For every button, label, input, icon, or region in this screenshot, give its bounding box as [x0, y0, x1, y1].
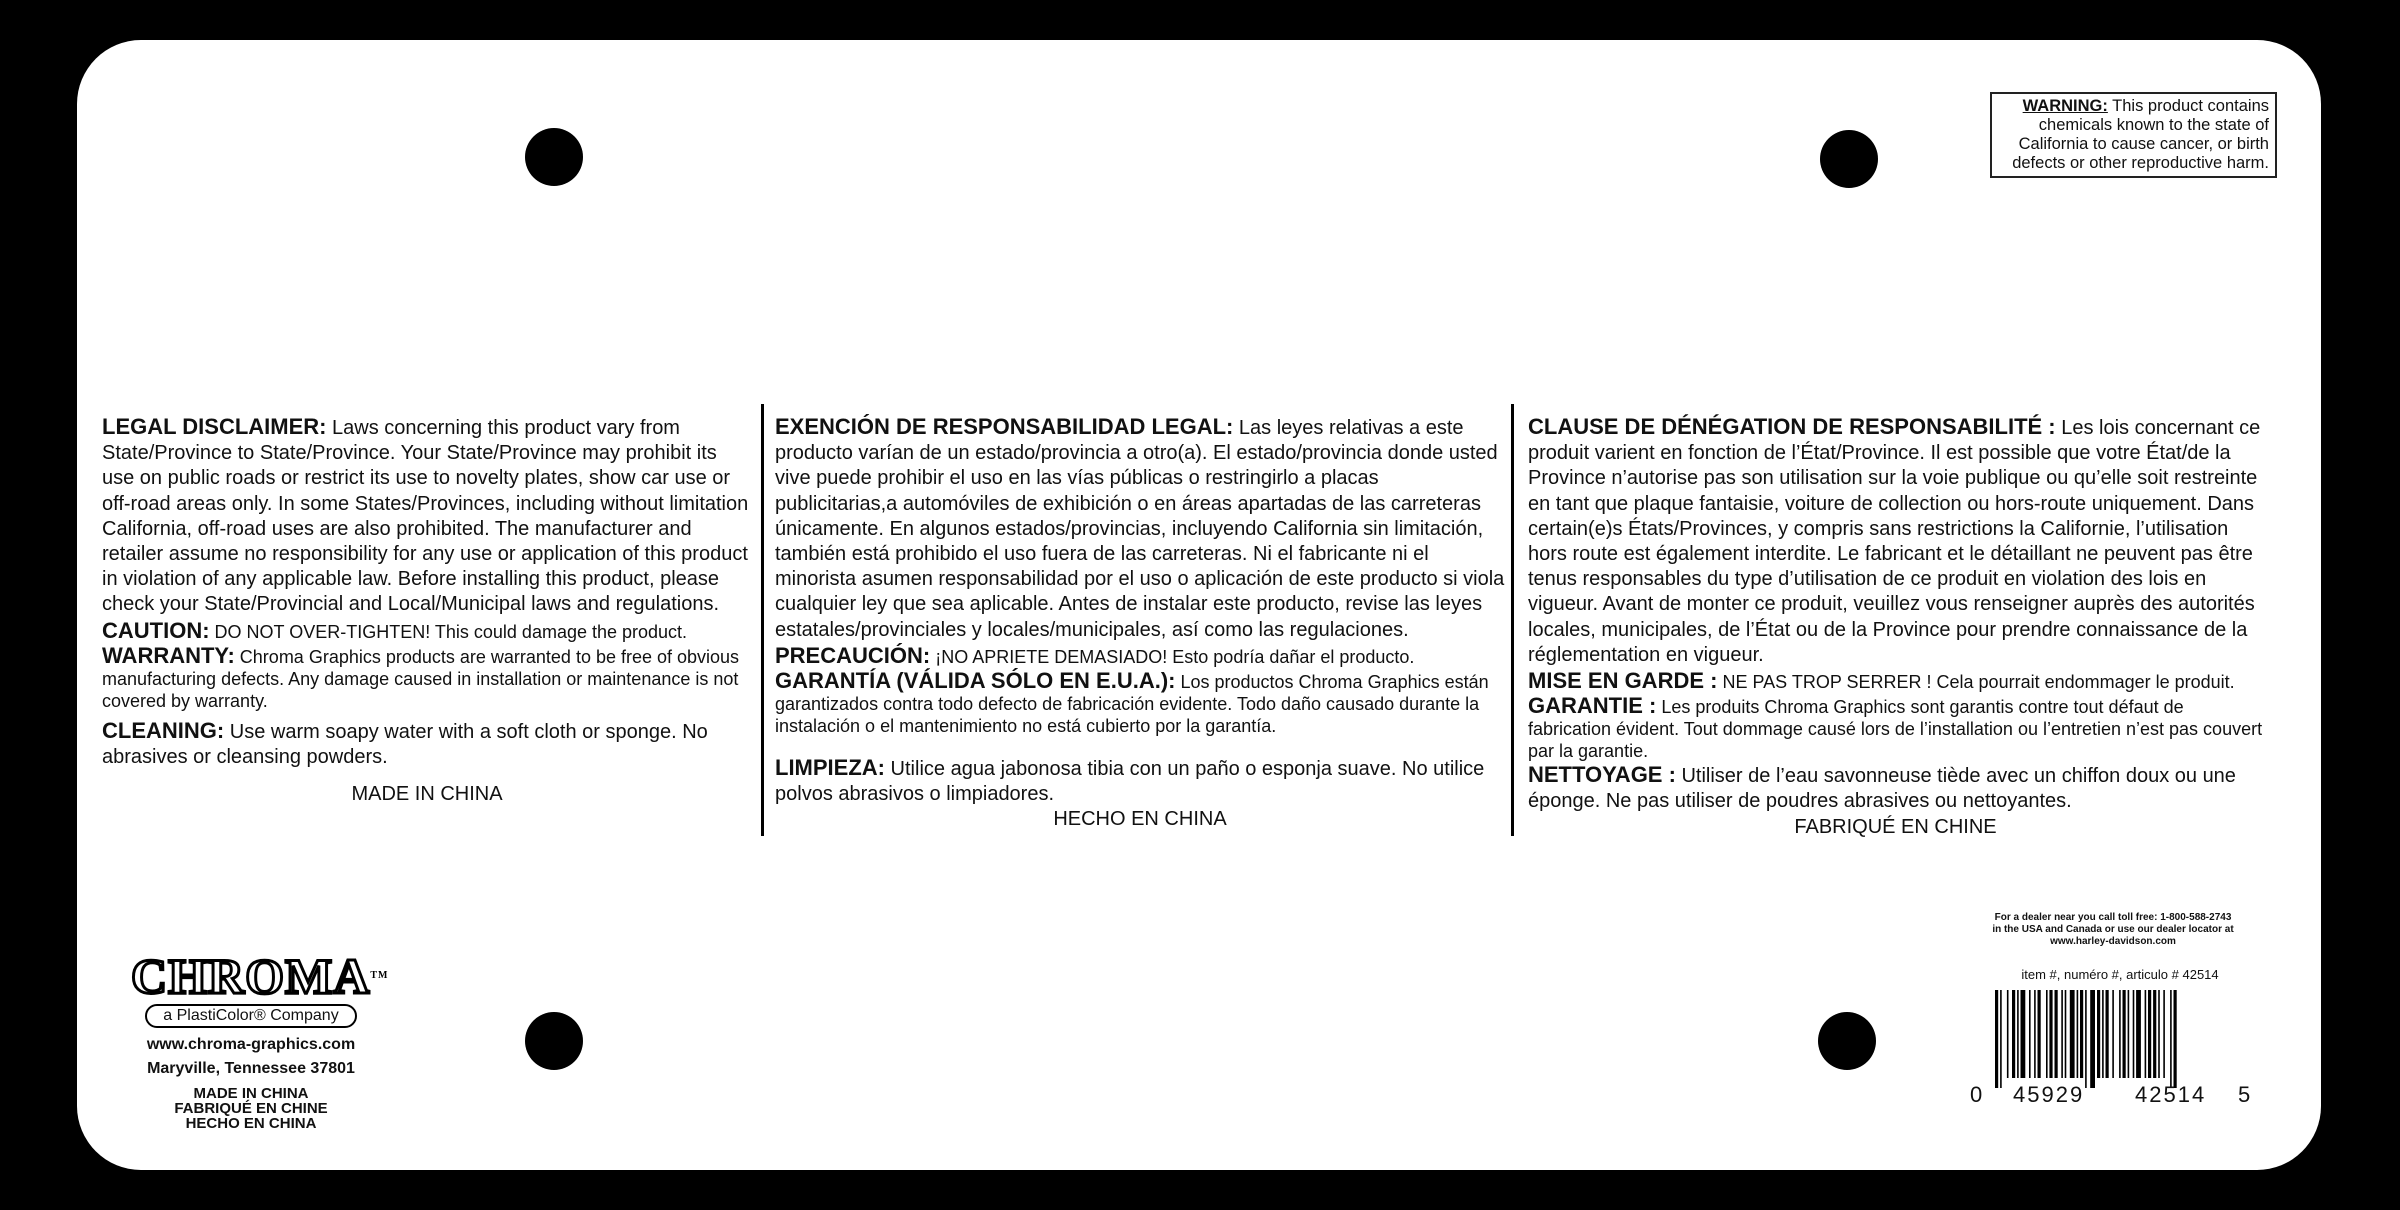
prop65-warning-box [1990, 92, 2277, 178]
barcode-bar [2090, 990, 2095, 1088]
barcode-bar [2021, 990, 2026, 1078]
legal-text: Laws concerning this product vary from State/Province to State/Province. Your State/Province may prohibit its use on public roads or restrict its use to novelty plates, show car use or off-road areas only. In some States/Provinces, including without limitation California, off-road uses are also prohibited. The manufacturer and retailer assume no responsibility for any use or application of this product in violation of any applicable law. Before installing this product, please check your State/Provincial and Local/Municipal laws and regulations. [102, 417, 749, 616]
warranty-heading: WARRANTY: [102, 642, 235, 668]
barcode-bar [2133, 990, 2135, 1078]
barcode-bar [2119, 990, 2121, 1078]
barcode-bar [2097, 990, 2100, 1078]
legal-heading: LEGAL DISCLAIMER: [102, 414, 327, 439]
barcode-bar [2106, 990, 2109, 1078]
barcode-bar [2123, 990, 2126, 1078]
legal-heading: CLAUSE DE DÉNÉGATION DE RESPONSABILITÉ : [1528, 414, 2056, 439]
mounting-hole-top-left [525, 128, 583, 186]
barcode-bar [2012, 990, 2015, 1078]
barcode-bar [2046, 990, 2048, 1078]
barcode-bar [2080, 990, 2083, 1078]
logo-tagline: a PlastiColor® Company [145, 1004, 357, 1028]
made-in-china-es: HECHO EN CHINA [185, 1115, 317, 1132]
warning-text: This product contains chemicals known to the state of California to cause cancer, or birth defects or other reproductive harm. [2012, 97, 2269, 172]
english-column [102, 414, 752, 807]
cleaning-text: Utiliser de l’eau savonneuse tiède avec un chiffon doux ou une éponge. Ne pas utiliser de poudres abrasives ou nettoyantes. [1528, 765, 2236, 813]
warranty-text: Chroma Graphics products are warranted to be free of obvious manufacturing defects. Any damage caused in installation or maintenance is not covered by warranty. [102, 646, 740, 711]
barcode-bar [1995, 990, 1998, 1088]
legal-text: Las leyes relativas a este producto varían de un estado/provincia a otro(a). El estado/provincia donde usted vive puede prohibir el uso en las vías públicas o restringirlo a placas publicitarias,a automóviles de exhibición o en áreas apartadas de las carreteras únicamente. En algunos estados/provincias, incluyendo California sin limitación, también está prohibido el uso fuera de las carreteras. Ni el fabricante ni el minorista asumen responsabilidad por el uso o aplicación de este producto si viola cualquier ley que sea aplicable. Antes de instalar este producto, revise las leyes estatales/provinciales y locales/municipales, así como las regulaciones. [775, 417, 1505, 641]
made-in-text: FABRIQUÉ EN CHINE [1794, 815, 1997, 838]
made-in-china-en: MADE IN CHINA [193, 1085, 309, 1102]
company-address: Maryville, Tennessee 37801 [147, 1060, 355, 1077]
barcode-bar [2085, 990, 2087, 1088]
barcode-bar [2128, 990, 2130, 1078]
spanish-column [775, 414, 1505, 833]
cleaning-heading: LIMPIEZA: [775, 755, 885, 781]
legal-text: Les lois concernant ce produit varient en fonction de l’État/Province. Il est possible que votre État/de la Province n’autorise pas son utilisation sur la voie publique ou qu’elle soit restreinte en tant que plaque fantaisie, voiture de collection ou hors-route uniquement. Dans certain(e)s États/Provinces, y compris sans restrictions la Californie, l’utilisation hors route est également interdite. Le fabricant et le détaillant ne peuvent pas être tenus responsables du type d’utilisation de ce produit en violation des lois en vigueur. Avant de monter ce produit, veuillez vous renseigner auprès des autorités locales, municipales, de l’État ou de la Province pour prendre connaissance de la réglementation en vigueur. [1528, 417, 2261, 666]
barcode-bar [2112, 990, 2114, 1078]
barcode-bar [2077, 990, 2079, 1078]
barcode [1993, 990, 2251, 1090]
barcode-bar [2136, 990, 2141, 1078]
warranty-text: Los productos Chroma Graphics están garantizados contra todo defecto de fabricación evidente. Todo daño causado durante la instalación o el mantenimiento no está cubierto por la garantía. [775, 672, 1489, 737]
caution-text: ¡NO APRIETE DEMASIADO! Esto podría dañar el producto. [930, 646, 1415, 667]
barcode-bar [2007, 990, 2009, 1078]
barcode-bar [2055, 990, 2058, 1078]
made-in-china-fr: FABRIQUÉ EN CHINE [174, 1100, 328, 1117]
company-url: www.chroma-graphics.com [146, 1036, 356, 1053]
dealer-line: in the USA and Canada or use our dealer locator at [1992, 924, 2234, 935]
barcode-bar [2034, 990, 2036, 1078]
mounting-hole-top-right [1820, 130, 1878, 188]
warning-label: WARNING: [2022, 97, 2108, 115]
barcode-bar [2061, 990, 2063, 1078]
barcode-bar [2148, 990, 2151, 1078]
caution-heading: MISE EN GARDE : [1528, 668, 1718, 694]
barcode-bar [2163, 990, 2165, 1078]
warranty-heading: GARANTIE : [1528, 693, 1657, 719]
barcode-bar [2153, 990, 2156, 1078]
dealer-line: For a dealer near you call toll free: 1-800-588-2743 [1994, 912, 2232, 923]
cleaning-heading: NETTOYAGE : [1528, 762, 1676, 788]
dealer-line: www.harley-davidson.com [2050, 936, 2176, 947]
barcode-bar [2038, 990, 2041, 1078]
cleaning-text: Utilice agua jabonosa tibia con un paño o esponja suave. No utilice polvos abrasivos o limpiadores. [775, 758, 1485, 806]
barcode-bar [2145, 990, 2147, 1078]
barcode-digits-left: 45929 [2013, 1082, 2085, 1107]
caution-text: NE PAS TROP SERRER ! Cela pourrait endommager le produit. [1717, 672, 2235, 693]
barcode-bar [2029, 990, 2031, 1078]
barcode-digits-right: 42514 [2135, 1082, 2207, 1107]
barcode-bar [2170, 990, 2172, 1088]
column-divider [761, 404, 764, 836]
trademark-mark: TM [370, 970, 389, 981]
chroma-logo [131, 948, 389, 1004]
column-divider [1511, 404, 1514, 836]
made-in-text: HECHO EN CHINA [1053, 808, 1227, 831]
caution-text: DO NOT OVER-TIGHTEN! This could damage the product. [209, 621, 688, 642]
cleaning-text: Use warm soapy water with a soft cloth or sponge. No abrasives or cleansing powders. [102, 720, 708, 769]
mounting-hole-bottom-left [525, 1012, 583, 1070]
barcode-bar [2070, 990, 2075, 1078]
caution-heading: CAUTION: [102, 617, 210, 643]
item-number: item #, numéro #, articulo # 42514 [2021, 967, 2219, 982]
barcode-digit-check: 5 [2238, 1082, 2251, 1107]
barcode-bar [2049, 990, 2052, 1078]
french-column [1528, 414, 2263, 840]
caution-heading: PRECAUCIÓN: [775, 642, 931, 668]
mounting-hole-bottom-right [1818, 1012, 1876, 1070]
barcode-bar [2000, 990, 2002, 1088]
made-in-text: MADE IN CHINA [351, 783, 503, 806]
cleaning-heading: CLEANING: [102, 717, 225, 743]
barcode-bar [2065, 990, 2067, 1078]
barcode-digit-lead: 0 [1970, 1082, 1983, 1107]
barcode-bar [2017, 990, 2019, 1078]
warranty-heading: GARANTÍA (VÁLIDA SÓLO EN E.U.A.): [775, 668, 1176, 694]
logo-wordmark: CHROMA [131, 948, 371, 1004]
barcode-bar [2102, 990, 2104, 1078]
barcode-bar [2174, 990, 2177, 1088]
barcode-bar [2158, 990, 2160, 1078]
legal-heading: EXENCIÓN DE RESPONSABILIDAD LEGAL: [775, 414, 1234, 439]
chroma-logo-block [131, 948, 389, 1132]
dealer-info [1940, 912, 2286, 948]
warranty-text: Les produits Chroma Graphics sont garantis contre tout défaut de fabrication évident. Tout dommage causé lors de l’installation ou l’entretien n’est pas couvert par la garantie. [1528, 697, 2263, 762]
